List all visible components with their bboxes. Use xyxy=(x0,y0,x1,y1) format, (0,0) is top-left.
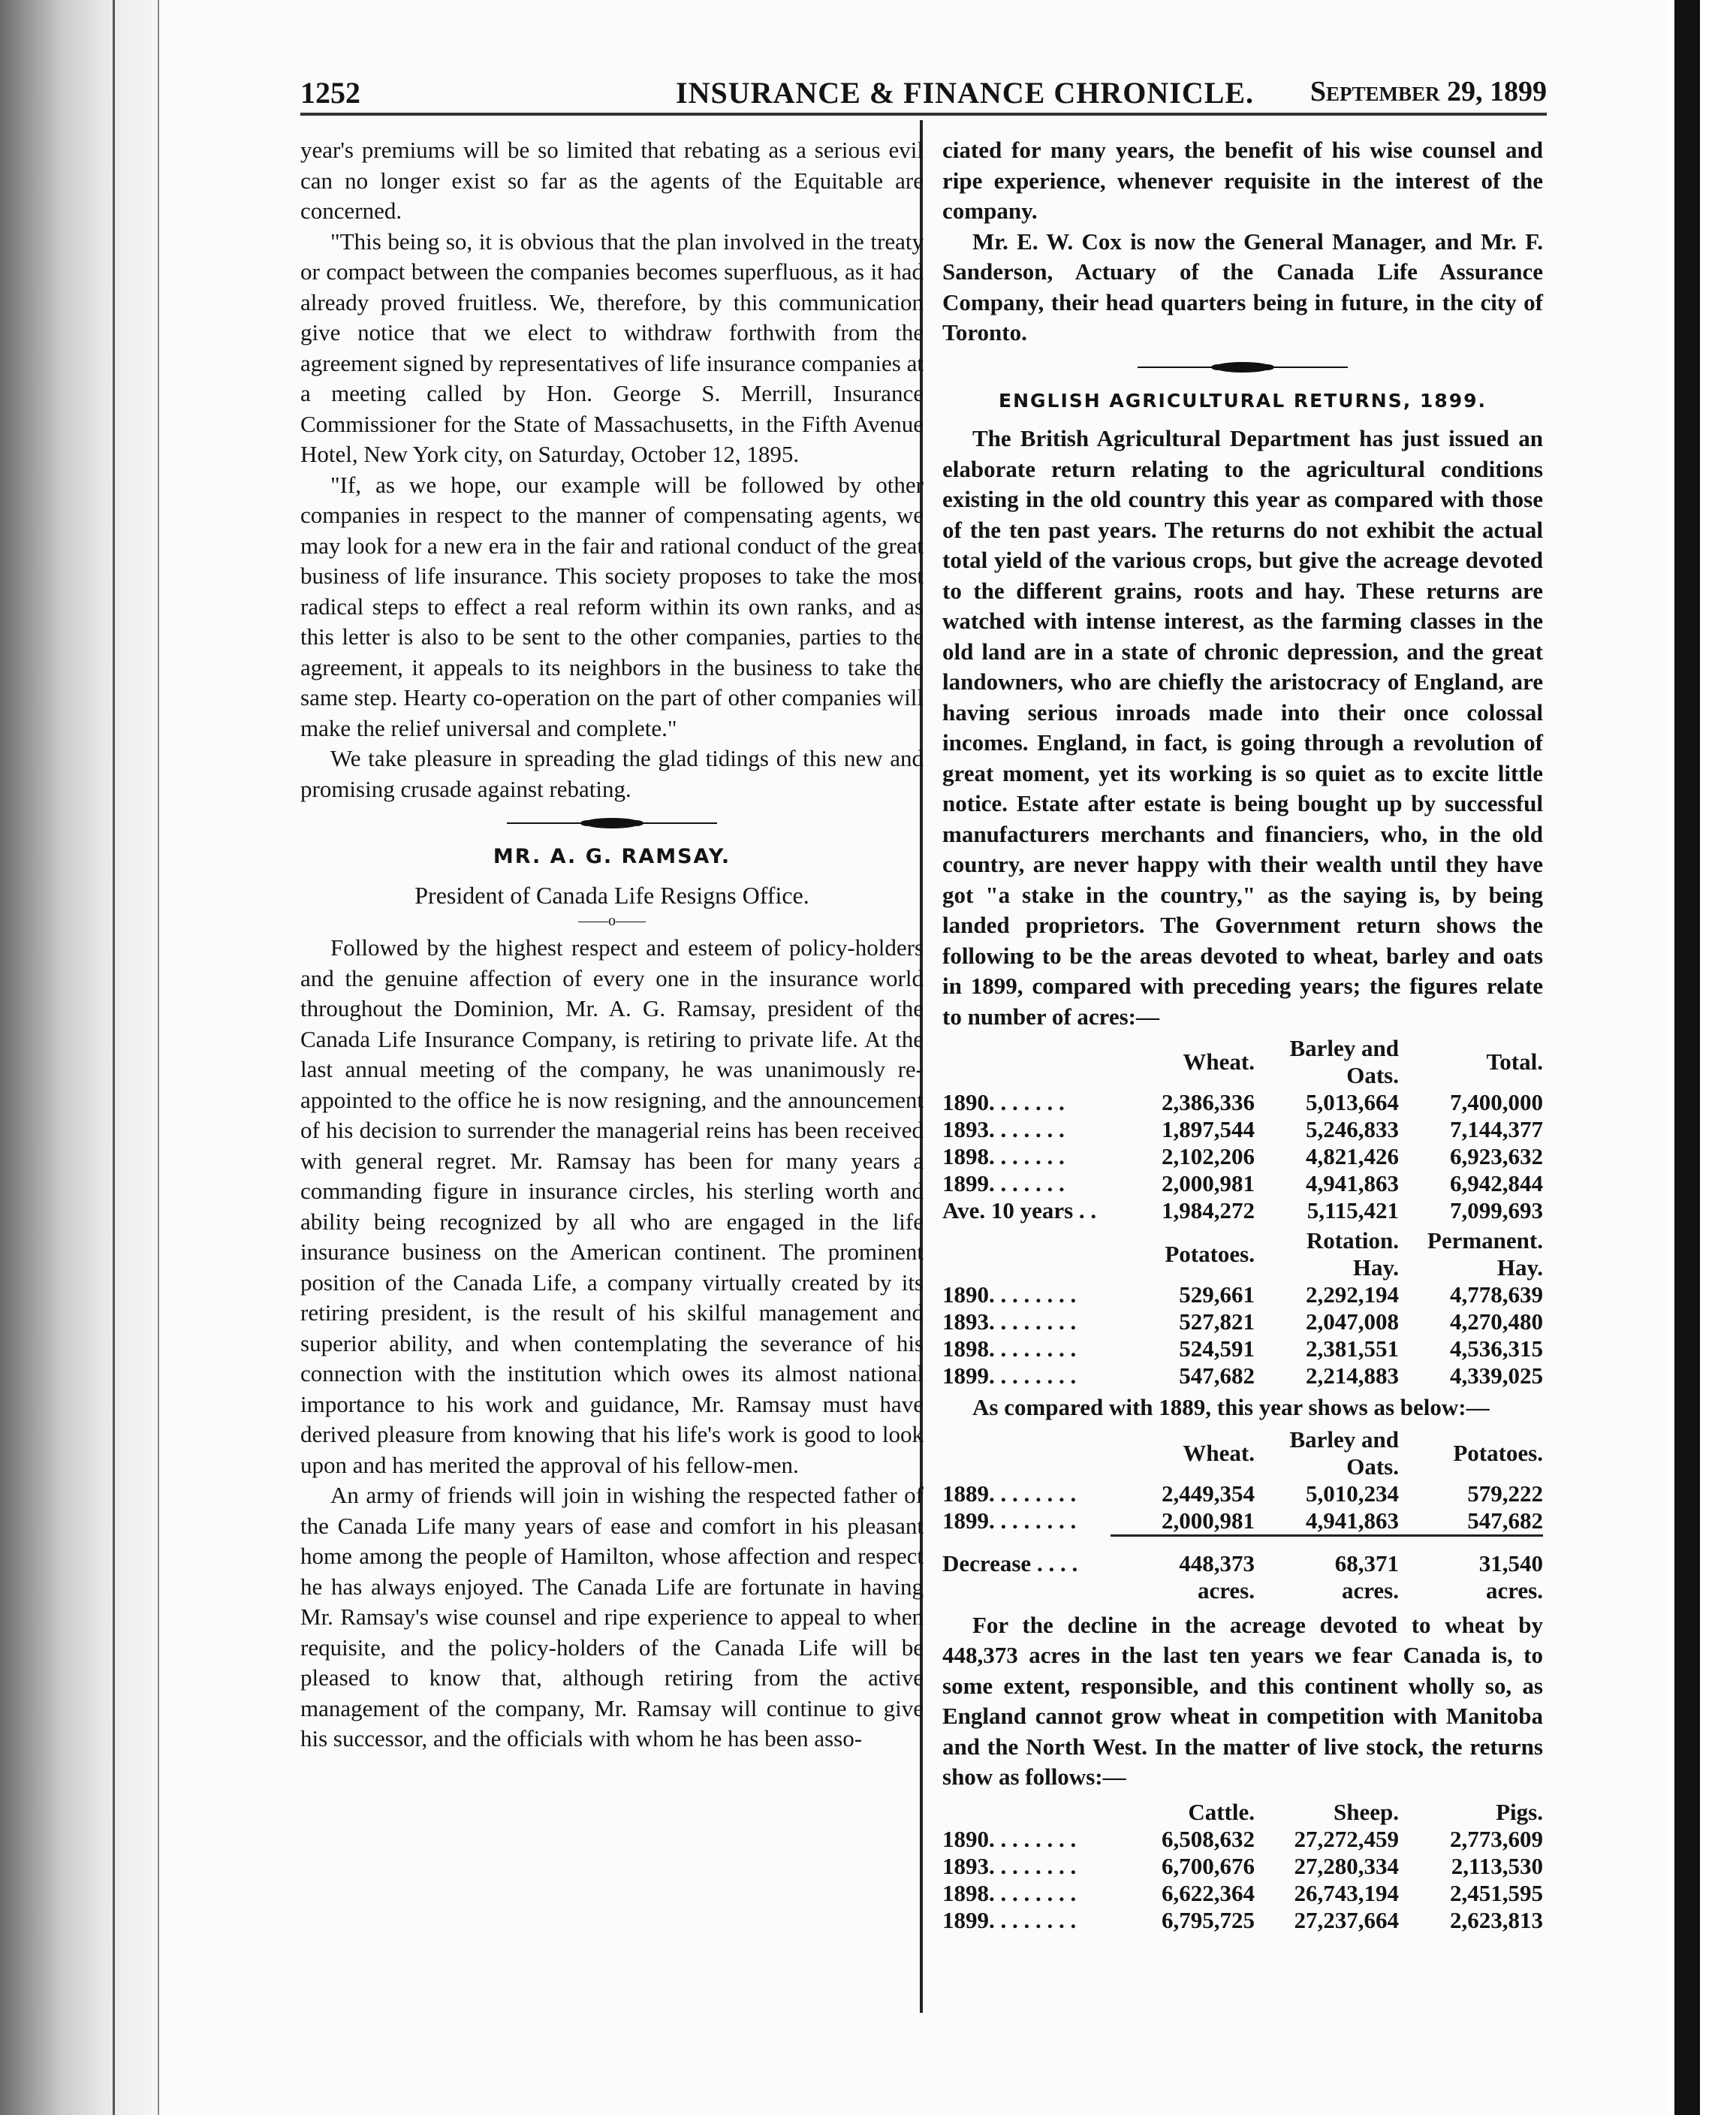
page-header xyxy=(300,75,1547,113)
table-header: Rotation. Hay. xyxy=(1306,1227,1399,1281)
table-cell: 6,923,632 xyxy=(1450,1143,1543,1169)
paragraph: Followed by the highest respect and esteem of policy-holders and the genuine affection of every one in the insurance world throughout the Dominion, Mr. A. G. Ramsay, president of the Canada Life Insurance Company, is retiring to private life. At the last annual meeting of the company, he was unanimously re-appointed to the office he is now resigning, and the announcement of his decision to surrender the managerial reins has been received with general regret. Mr. Ramsay has been for many years a commanding figure in insurance circles, his sterling worth and ability being recognized by all who are engaged in the life insurance business on the American continent. The prominent position of the Canada Life, a company virtually created by its retiring president, is the result of his skilful management and superior ability, and when contemplating the severance of his connection with the institution which owes its almost national importance to his work and guidance, Mr. Ramsay must have derived pleasure from knowing that his life's work is good to look upon and has merited the approval of his fellow-men. xyxy=(300,934,924,1478)
table-cell: 2,102,206 xyxy=(1162,1143,1255,1169)
unit-label: acres. xyxy=(1485,1576,1543,1604)
table-header-row xyxy=(942,1426,1543,1480)
header-rule xyxy=(300,113,1547,116)
table-header: Permanent. Hay. xyxy=(1427,1227,1543,1281)
table-row xyxy=(942,1480,1543,1507)
binding-line xyxy=(158,0,159,2115)
table-header xyxy=(942,1227,1111,1281)
table-cell: 6,942,844 xyxy=(1450,1170,1543,1196)
table-cell: 5,246,833 xyxy=(1306,1116,1399,1142)
binding-line xyxy=(113,0,115,2115)
ornament-divider-icon xyxy=(507,815,717,831)
table-row xyxy=(942,1170,1543,1197)
table-row xyxy=(942,1335,1543,1362)
paragraph: ciated for many years, the benefit of his wise counsel and ripe experience, whenever requisite in the interest of the company. xyxy=(942,137,1543,224)
row-label: 1899. . . . . . . . xyxy=(942,1906,1077,1933)
table-cell: 5,013,664 xyxy=(1306,1089,1399,1115)
paragraph: Mr. E. W. Cox is now the General Manager, and Mr. F. Sanderson, Actuary of the Canada Life Assurance Company, their head quarters being in future, in the city of Toronto. xyxy=(942,228,1543,345)
issue-date: September 29, 1899 xyxy=(1310,76,1547,107)
row-label: Decrease . . . . xyxy=(942,1549,1078,1576)
row-label: 1890. . . . . . . . xyxy=(942,1281,1077,1308)
table-header: Sheep. xyxy=(1334,1798,1399,1825)
table-cell: 579,222 xyxy=(1467,1480,1543,1507)
table-cell: 6,622,364 xyxy=(1162,1879,1255,1906)
article-heading: MR. A. G. RAMSAY. xyxy=(493,845,731,868)
page-right-edge xyxy=(1668,0,1736,2115)
article-heading: ENGLISH AGRICULTURAL RETURNS, 1899. xyxy=(999,389,1487,412)
paragraph: "This being so, it is obvious that the plan involved in the treaty or compact between the companies becomes superfluous, as it had already proved fruitless. We, therefore, by this communication give notice that we elect to withdraw forthwith from the agreement signed by representatives of life insurance companies at a meeting called by Hon. George S. Merrill, Insurance Commissioner for the State of Massachusetts, in the Fifth Avenue Hotel, New York city, on Saturday, October 12, 1895. xyxy=(300,228,924,467)
livestock-table xyxy=(942,1799,1543,1934)
table-header xyxy=(942,1426,1111,1480)
paragraph: "If, as we hope, our example will be followed by other companies in respect to the manner of compensating agents, we may look for a new era in the fair and rational conduct of the great business of life insurance. This society proposes to take the most radical steps to effect a real reform within its own ranks, and as this letter is also to be sent to the other companies, parties to the agreement, it appeals to its neighbors in the business to take the same step. Hearty co-operation on the part of other companies will make the relief universal and complete." xyxy=(300,471,924,741)
table-row xyxy=(942,1308,1543,1335)
row-label: 1889. . . . . . . . xyxy=(942,1480,1077,1507)
unit-label: acres. xyxy=(1197,1576,1255,1604)
table-header xyxy=(942,1799,1111,1826)
table-cell: 527,821 xyxy=(1179,1308,1255,1335)
table-cell: 2,386,336 xyxy=(1162,1089,1255,1115)
sub-divider: ——o—— xyxy=(578,913,646,929)
table-row xyxy=(942,1577,1543,1604)
table-cell: 4,941,863 xyxy=(1306,1170,1399,1196)
table-header: Pigs. xyxy=(1496,1798,1543,1825)
table-cell: 2,047,008 xyxy=(1306,1308,1399,1335)
row-label: 1893. . . . . . . xyxy=(942,1116,1065,1142)
table-cell: 2,000,981 xyxy=(1162,1507,1255,1534)
table-cell: 2,113,530 xyxy=(1451,1852,1543,1879)
table-row xyxy=(942,1907,1543,1934)
table-row xyxy=(942,1362,1543,1389)
table-cell: 27,280,334 xyxy=(1294,1852,1399,1879)
paragraph: We take pleasure in spreading the glad tidings of this new and promising crusade against rebating. xyxy=(300,745,924,802)
roots-hay-table xyxy=(942,1227,1543,1389)
table-cell: 5,010,234 xyxy=(1306,1480,1399,1507)
row-label: 1899. . . . . . . . xyxy=(942,1507,1077,1534)
table-cell: 1,897,544 xyxy=(1162,1116,1255,1142)
table-header: Potatoes. xyxy=(1453,1439,1543,1466)
table-header: Barley and Oats. xyxy=(1289,1426,1399,1480)
table-cell: 4,339,025 xyxy=(1450,1362,1543,1389)
row-label: 1893. . . . . . . . xyxy=(942,1308,1077,1335)
table-header: Wheat. xyxy=(1183,1048,1255,1075)
table-row xyxy=(942,1880,1543,1907)
table-header: Barley and Oats. xyxy=(1289,1035,1399,1088)
unit-label: acres. xyxy=(1341,1576,1399,1604)
article-subheading: President of Canada Life Resigns Office. xyxy=(414,881,809,909)
publication-title: INSURANCE & FINANCE CHRONICLE. xyxy=(676,76,1255,110)
table-cell: 7,144,377 xyxy=(1450,1116,1543,1142)
table-cell: 6,508,632 xyxy=(1162,1825,1255,1852)
table-header: Wheat. xyxy=(1183,1439,1255,1466)
table-cell: 529,661 xyxy=(1179,1281,1255,1308)
table-row xyxy=(942,1197,1543,1224)
row-label: 1898. . . . . . . xyxy=(942,1143,1065,1169)
book-binding-edge xyxy=(0,0,158,2115)
table-cell: 2,000,981 xyxy=(1162,1170,1255,1196)
table-row xyxy=(942,1507,1543,1536)
table-row xyxy=(942,1116,1543,1143)
table-header-row xyxy=(942,1799,1543,1826)
row-label: 1898. . . . . . . . xyxy=(942,1335,1077,1362)
table-cell: 4,941,863 xyxy=(1306,1507,1399,1534)
table-cell: 7,400,000 xyxy=(1450,1089,1543,1115)
table-header-row xyxy=(942,1227,1543,1281)
row-label: 1899. . . . . . . . xyxy=(942,1362,1077,1389)
paragraph: As compared with 1889, this year shows as below:— xyxy=(972,1394,1490,1420)
row-label: Ave. 10 years . . xyxy=(942,1197,1097,1223)
table-cell: 4,270,480 xyxy=(1450,1308,1543,1335)
table-cell: 524,591 xyxy=(1179,1335,1255,1362)
table-row xyxy=(942,1550,1543,1577)
paragraph: For the decline in the acreage devoted to wheat by 448,373 acres in the last ten years we fear Canada is, to some extent, responsible, and this continent wholly so, as England cannot grow wheat in competition with Manitoba and the North West. In the matter of live stock, the returns show as follows:— xyxy=(942,1611,1543,1790)
table-cell: 2,381,551 xyxy=(1306,1335,1399,1362)
table-row xyxy=(942,1281,1543,1308)
table-cell: 547,682 xyxy=(1179,1362,1255,1389)
row-label: 1899. . . . . . . xyxy=(942,1170,1065,1196)
table-row xyxy=(942,1826,1543,1853)
table-cell: 448,373 xyxy=(1179,1549,1255,1576)
row-label: 1890. . . . . . . . xyxy=(942,1825,1077,1852)
table-cell: 5,115,421 xyxy=(1307,1197,1399,1223)
table-cell: 31,540 xyxy=(1478,1549,1543,1576)
paragraph: year's premiums will be so limited that rebating as a serious evil can no longer exist so far as the agents of the Equitable are concerned. xyxy=(300,137,924,224)
table-cell: 4,536,315 xyxy=(1450,1335,1543,1362)
table-cell: 2,451,595 xyxy=(1450,1879,1543,1906)
table-row xyxy=(942,1143,1543,1170)
row-label: 1893. . . . . . . . xyxy=(942,1852,1077,1879)
table-rule-row xyxy=(942,1535,1543,1550)
paragraph: An army of friends will join in wishing the respected father of the Canada Life many years of ease and comfort in his pleasant home among the people of Hamilton, whose affection and respect he has always enjoyed. The Canada Life are fortunate in having Mr. Ramsay's wise counsel and ripe experience to appeal to when requisite, and the policy-holders of the Canada Life will be pleased to know that, although retiring from the active management of the company, Mr. Ramsay will continue to give his successor, and the officials with whom he has been asso- xyxy=(300,1482,924,1751)
table-cell: 7,099,693 xyxy=(1450,1197,1543,1223)
table-cell: 1,984,272 xyxy=(1162,1197,1255,1223)
table-cell: 27,272,459 xyxy=(1294,1825,1399,1852)
table-cell: 26,743,194 xyxy=(1294,1879,1399,1906)
table-header: Potatoes. xyxy=(1165,1241,1255,1267)
table-cell: 2,623,813 xyxy=(1450,1906,1543,1933)
left-column xyxy=(300,135,924,1754)
right-column xyxy=(942,135,1543,1937)
paragraph: The British Agricultural Department has just issued an elaborate return relating to the agricultural conditions existing in the old country this year as compared with those of the ten past years. The returns do not exhibit the actual total yield of the various crops, but give the acreage devoted to the different grains, roots and hay. These returns are watched with intense interest, as the farming classes in the old land are in a state of chronic depression, and the great landowners, who are chiefly the aristocracy of England, are having serious inroads made into their once colossal incomes. England, in fact, is going through a revolution of great moment, yet its working is so quiet as to excite little notice. Estate after estate is being bought up by successful manufacturers merchants and financiers, who, in the old country, are never happy with their wealth until they have got "a stake in the country," as the saying is, by being landed proprietors. The Government return shows the following to be the areas devoted to wheat, barley and oats in 1899, compared with preceding years; the figures relate to number of acres:— xyxy=(942,425,1543,1030)
table-cell: 6,795,725 xyxy=(1162,1906,1255,1933)
row-label: 1890. . . . . . . xyxy=(942,1089,1065,1115)
table-row xyxy=(942,1089,1543,1116)
table-header xyxy=(942,1035,1111,1089)
table-header: Total. xyxy=(1486,1048,1543,1075)
table-cell: 4,821,426 xyxy=(1306,1143,1399,1169)
table-cell: 4,778,639 xyxy=(1450,1281,1543,1308)
table-cell: 2,292,194 xyxy=(1306,1281,1399,1308)
table-cell: 27,237,664 xyxy=(1294,1906,1399,1933)
sub-divider-mark: o xyxy=(608,913,616,929)
table-header: Cattle. xyxy=(1188,1798,1255,1825)
table-row xyxy=(942,1853,1543,1880)
table-cell: 547,682 xyxy=(1467,1507,1543,1534)
page-number: 1252 xyxy=(300,76,360,110)
table-cell: 2,449,354 xyxy=(1162,1480,1255,1507)
comparison-table xyxy=(942,1426,1543,1604)
table-cell: 2,773,609 xyxy=(1450,1825,1543,1852)
table-cell: 68,371 xyxy=(1334,1549,1399,1576)
table-cell: 6,700,676 xyxy=(1162,1852,1255,1879)
ornament-divider-icon xyxy=(1138,359,1348,376)
table-cell: 2,214,883 xyxy=(1306,1362,1399,1389)
row-label: 1898. . . . . . . . xyxy=(942,1879,1077,1906)
grains-table xyxy=(942,1035,1543,1224)
table-header-row xyxy=(942,1035,1543,1089)
